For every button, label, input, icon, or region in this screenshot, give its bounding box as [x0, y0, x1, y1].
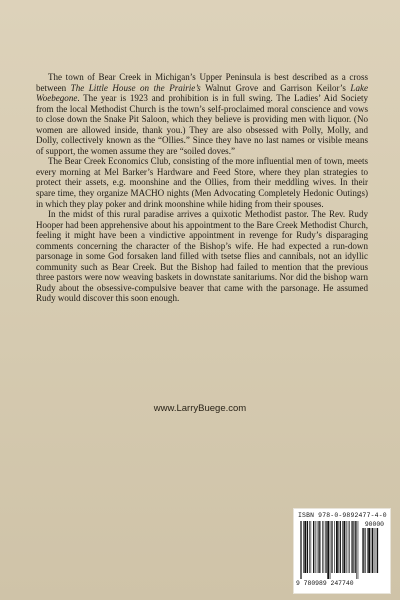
price-code: 90000	[364, 521, 384, 528]
barcode-bar	[307, 521, 308, 573]
title-little-house: The Little House on the Prairie’s	[70, 82, 201, 93]
barcode-bar	[363, 528, 364, 573]
barcode-bar	[332, 521, 333, 573]
barcode-bar	[340, 521, 341, 573]
barcode-bar	[313, 521, 314, 573]
blurb-text: The town of Bear Creek in Michigan’s Upper Peninsula is best described as a cross between	[36, 72, 368, 93]
blurb-text: . The year is 1923 and prohibition is in full swing. The Ladies’ Aid Society from the local Methodist Church is the town’s self-proclaimed moral conscience and vows to close down the Snake Pit Saloon, which they believe is providing men with liquor. (No women are allowed inside, thank you.) They are also obsessed with Polly, Molly, and Dolly, collectively known as the “Ollies.” Since they have no last names or visible means of support, the women assume they are “soiled doves.”	[36, 93, 368, 156]
barcode-bar	[318, 521, 319, 573]
barcode-bars	[300, 521, 360, 579]
isbn-label: ISBN 978-0-9892477-4-0	[298, 512, 387, 519]
barcode-bar	[355, 521, 356, 573]
cover-blurb	[36, 72, 368, 304]
blurb-paragraph-3: In the midst of this rural paradise arrives a quixotic Methodist pastor. The Rev. Rudy Hooper had been apprehensive about his appointment to the Bare Creek Methodist Church, feeling it might have been a vindictive appointment in revenge for Rudy’s disparaging comments concerning the character of the Bishop’s wife. He had expected a run-down parsonage in some God forsaken land filled with tsetse flies and cannibals, not an idyllic community such as Bear Creek. But the Bishop had failed to mention that the previous three pastors were now weaving baskets in downstate sanitariums. Nor did the bishop warn Rudy about the obsessive-compulsive beaver that came with the parsonage. He assumed Rudy would discover this soon enough.	[36, 209, 368, 304]
barcode-digits: 9 780989 247740	[296, 580, 354, 587]
barcode-bar	[327, 521, 329, 579]
barcode-bar	[301, 521, 302, 579]
barcode-bar	[315, 521, 316, 573]
barcode-bar	[304, 521, 306, 573]
addon-barcode-bars	[362, 528, 384, 579]
barcode-bar	[365, 528, 366, 573]
barcode-bar	[324, 521, 325, 573]
barcode-bar	[342, 521, 343, 573]
barcode-bar	[300, 521, 301, 579]
blurb-paragraph-1	[36, 72, 368, 156]
barcode-bar	[311, 521, 312, 573]
barcode-bar	[336, 521, 338, 573]
barcode-bar	[317, 521, 318, 573]
barcode-bar	[353, 521, 354, 573]
barcode-bar	[309, 521, 310, 573]
barcode-bar	[362, 528, 363, 573]
title-lake-woebegone: Lake Woebegone	[36, 82, 369, 104]
barcode-bar	[377, 528, 378, 573]
barcode-bar	[303, 521, 304, 573]
barcode-bar	[348, 521, 349, 573]
barcode-bar	[351, 521, 352, 573]
barcode-bar	[349, 521, 350, 573]
barcode-bar	[346, 521, 347, 573]
barcode-bar	[322, 521, 323, 573]
barcode-bar	[358, 521, 359, 579]
barcode-bar	[331, 521, 332, 573]
barcode-bar	[367, 528, 368, 573]
barcode-bar	[372, 528, 373, 573]
barcode-bar	[343, 521, 345, 573]
blurb-text: Walnut Grove and Garrison Keilor’s	[200, 82, 351, 93]
isbn-barcode	[293, 508, 391, 594]
barcode-bar	[376, 528, 377, 573]
barcode-bar	[338, 521, 339, 573]
barcode-bar	[368, 528, 370, 573]
barcode-bar	[330, 521, 331, 579]
barcode-bar	[325, 521, 326, 573]
barcode-bar	[374, 528, 375, 573]
barcode-bar	[371, 528, 372, 573]
barcode-bar	[356, 521, 357, 579]
author-website: www.LarryBuege.com	[153, 403, 247, 414]
barcode-bar	[319, 521, 320, 573]
barcode-bar	[334, 521, 335, 573]
blurb-paragraph-2: The Bear Creek Economics Club, consisting of the more influential men of town, meets every morning at Mel Barker’s Hardware and Feed Store, where they plan strategies to protect their assets, e.g. moonshine and the Ollies, from their meddling wives. In their spare time, they organize MACHO nights (Men Advocating Completely Hedonic Outings) in which they play poker and drink moonshine while hiding from their spouses.	[36, 156, 368, 209]
